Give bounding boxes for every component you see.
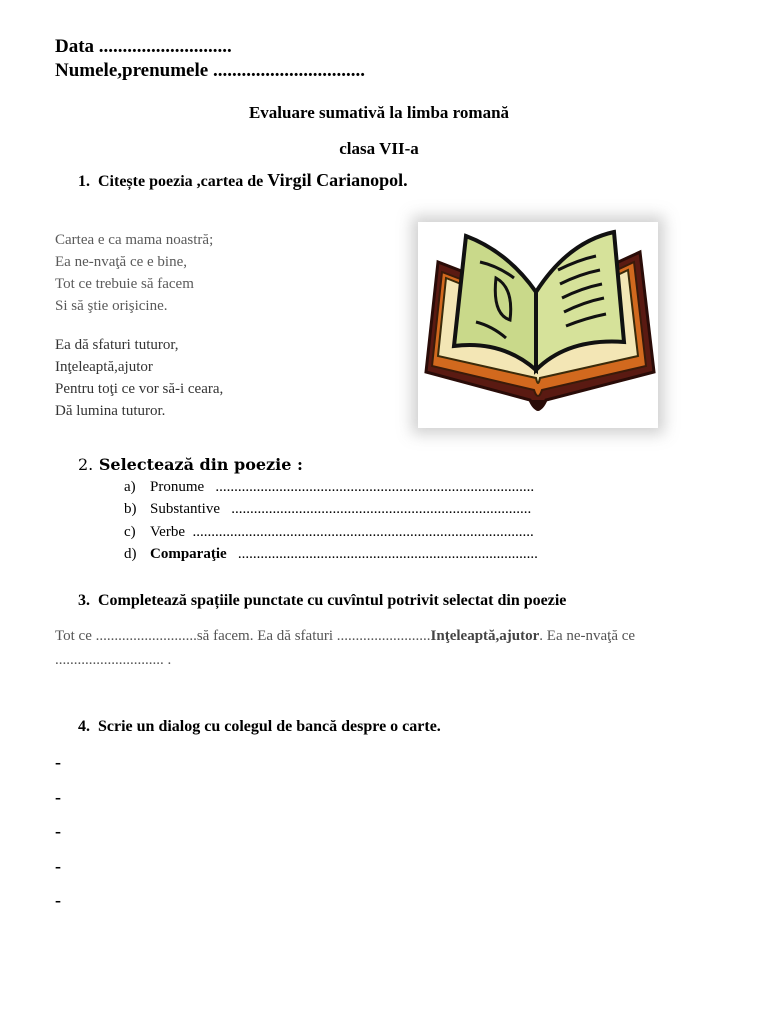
list-item xyxy=(124,546,538,563)
poem-line: Ea dă sfaturi tuturor, xyxy=(55,337,179,353)
dialog-line[interactable]: - xyxy=(55,890,61,910)
question-2 xyxy=(78,455,303,474)
poem-line: Tot ce trebuie să facem xyxy=(55,276,194,292)
dialog-line[interactable]: - xyxy=(55,787,61,807)
dialog-line[interactable]: - xyxy=(55,821,61,841)
item-label: c) xyxy=(124,524,136,540)
item-text: Pronume xyxy=(150,479,205,495)
fill-text: Tot ce ...........................să facem. Ea dă sfaturi ......................... xyxy=(55,628,431,644)
answer-blank[interactable]: ........................................................................................... xyxy=(192,524,534,540)
answer-blank[interactable]: ................................................................................ xyxy=(237,546,538,562)
list-item xyxy=(124,479,534,496)
item-text: Comparaţie xyxy=(150,546,227,562)
page-title: Evaluare sumativă la limba romană xyxy=(248,103,510,122)
question-number: 2. xyxy=(78,455,94,474)
open-book-icon xyxy=(418,222,658,428)
question-4 xyxy=(78,718,441,736)
fill-text: . Ea ne-nvaţă ce ............................. . xyxy=(55,628,636,668)
answer-blank[interactable]: ................................................................................ xyxy=(231,501,532,517)
name-line: Numele,prenumele ................................ xyxy=(55,60,365,81)
poem-stanza-1 xyxy=(55,229,213,317)
list-item xyxy=(124,501,531,518)
poem-author: Virgil Carianopol. xyxy=(267,170,408,190)
dialog-line[interactable]: - xyxy=(55,856,61,876)
poem-line: Cartea e ca mama noastră; xyxy=(55,232,214,248)
list-item xyxy=(124,524,534,541)
item-text: Verbe xyxy=(150,524,185,540)
poem-line: Dă lumina tuturor. xyxy=(55,403,166,419)
question-text: Completează spațiile punctate cu cuvîntul potrivit selectat din poezie xyxy=(98,592,567,609)
page-subtitle: clasa VII-a xyxy=(339,139,419,158)
poem-line: Pentru toţi ce vor să-i ceara, xyxy=(55,381,224,397)
item-label: d) xyxy=(124,546,137,562)
answer-blank[interactable]: ..................................................................................... xyxy=(215,479,535,495)
item-label: a) xyxy=(124,479,136,495)
question-text: Citește poezia ,cartea de xyxy=(98,173,268,190)
poem-line: Si să ştie orişicine. xyxy=(55,298,168,314)
question-number: 4. xyxy=(78,718,90,735)
item-label: b) xyxy=(124,501,137,517)
item-text: Substantive xyxy=(150,501,220,517)
question-text: Scrie un dialog cu colegul de bancă despre o carte. xyxy=(98,718,441,735)
question-text: Selectează din poezie : xyxy=(98,455,303,474)
poem-stanza-2 xyxy=(55,334,223,422)
question-number: 1. xyxy=(78,173,90,190)
poem-line: Ea ne-nvaţă ce e bine, xyxy=(55,254,188,270)
question-3 xyxy=(78,592,566,610)
dialog-line[interactable]: - xyxy=(55,752,61,772)
question-1 xyxy=(78,170,408,191)
book-illustration xyxy=(418,222,658,428)
date-line: Data ............................ xyxy=(55,36,232,57)
fill-in-paragraph[interactable] xyxy=(55,624,695,672)
poem-line: Inţeleaptă,ajutor xyxy=(55,359,153,375)
fill-word: Inţeleaptă,ajutor xyxy=(430,628,540,644)
question-number: 3. xyxy=(78,592,90,609)
